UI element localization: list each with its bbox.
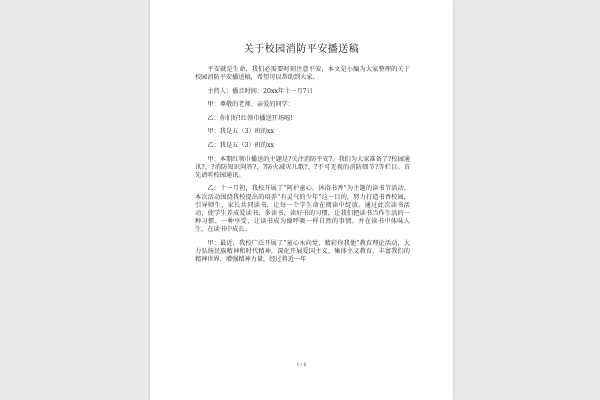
document-title: 关于校园消防平安播送稿	[243, 44, 360, 55]
page-number: 1 / 6	[296, 363, 307, 368]
paragraph-open: 乙：你们好!红领巾播送开场啦!	[207, 114, 293, 122]
paragraph-host-a: 甲：我是五（3）班的xx	[207, 128, 274, 136]
document-page	[150, 0, 453, 400]
paragraph-theme: 甲：本期红领巾播送的主题是?关注消防平安?。我们为大家准备了?校园通讯?、?消防知识问答?、?防火减灾儿歌?、?不可无视的消防细节?等栏目。首先请听校园通讯。	[195, 155, 410, 179]
paragraph-education: 甲：最近，我校广泛开展了“童心永向党，精彩你我他”教育理论活动，大力弘扬民族精神和时代精神，深化开展爱国主义、集体主义教育，丰富我们的精神世界，增强精神力量，经过将近一年	[195, 239, 410, 263]
paragraph-greeting: 甲：尊敬的老师、亲爱的同学：	[207, 101, 295, 109]
paragraph-intro: 平安就是生命，我们必需要时刻注意平安，本文是小编为大家整理的关于校园消防平安播送稿，希望可以帮助到大家。	[195, 66, 410, 82]
paragraph-host: 主持人：播音时间：20xx年十一月7日	[207, 87, 313, 95]
paragraph-host-b: 乙：我是五（3）班的xx	[207, 142, 274, 150]
document-body	[195, 66, 410, 269]
paragraph-reading-festival: 乙：十一月初，我校开展了“阿护童心、沐浴书香”为主题的读书节活动。本次活动围绕我校提出的培养“有灵气的少年”这一目的，努力打造书香校园，引导师生、家长共同读书，让每一个学生命在阅读中绽放。通过此次读书活动，使学生养成爱读书、多读书、读好书的习惯，让我们把读书当作生活的一种习惯、一种享受，让读书成为像呼吸一样自然的事情。并在读书中体味人生，在读书中成长。	[195, 185, 410, 233]
